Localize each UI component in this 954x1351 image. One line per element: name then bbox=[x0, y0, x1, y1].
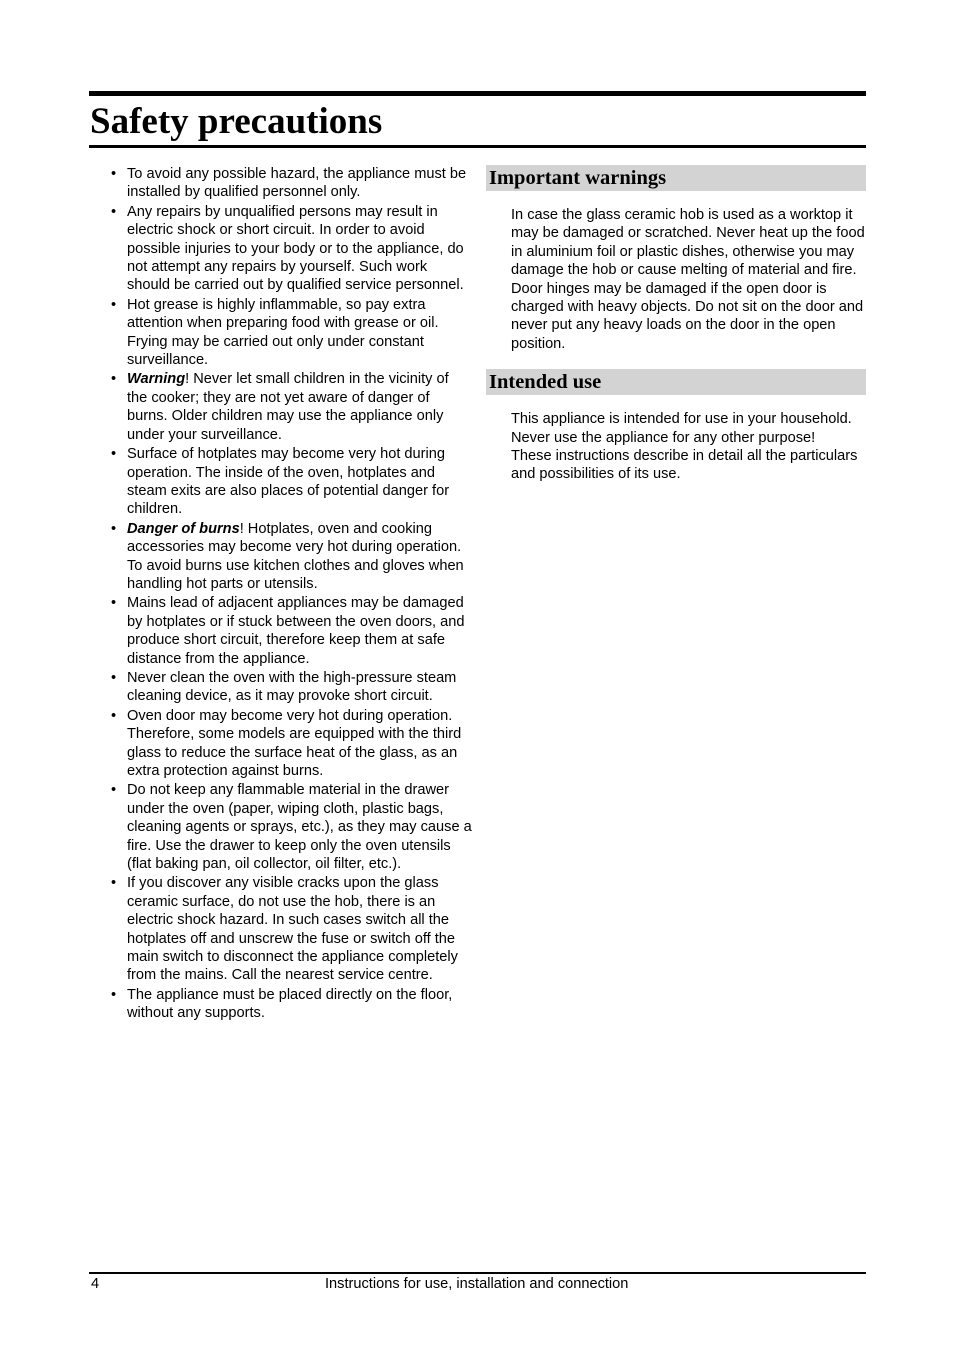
safety-bullets-column bbox=[110, 165, 472, 1024]
paragraph: This appliance is intended for use in your household. Never use the appliance for any other purpose! bbox=[511, 411, 852, 446]
bullet-item bbox=[110, 370, 472, 444]
safety-bullet-list bbox=[110, 165, 472, 1023]
paragraph: Door hinges may be damaged if the open door is charged with heavy objects. Do not sit on the door and never put any heavy loads on the door in the open position. bbox=[511, 280, 864, 352]
page-title: Safety precautions bbox=[90, 101, 383, 142]
bullet-text: If you discover any visible cracks upon the glass ceramic surface, do not use the hob, there is an electric shock hazard. In such cases switch all the hotplates off and unscrew the fuse or switch off the main switch to disconnect the appliance completely from the mains. Call the nearest service centre. bbox=[127, 875, 458, 984]
bullet-dot-icon: • bbox=[111, 296, 117, 313]
bullet-text: The appliance must be placed directly on the floor, without any supports. bbox=[127, 986, 453, 1022]
bullet-dot-icon: • bbox=[111, 520, 117, 537]
bullet-text: Surface of hotplates may become very hot during operation. The inside of the oven, hotplates and steam exits are also places of potential danger for children. bbox=[127, 446, 450, 518]
bullet-text: Oven door may become very hot during operation. Therefore, some models are equipped with the third glass to reduce the surface heat of the glass, as an extra protection against burns. bbox=[127, 707, 462, 779]
bullet-item bbox=[110, 520, 472, 594]
paragraph: These instructions describe in detail all the particulars and possibilities of its use. bbox=[511, 448, 858, 483]
bullet-item bbox=[110, 707, 472, 781]
bullet-dot-icon: • bbox=[111, 669, 117, 686]
bullet-dot-icon: • bbox=[111, 875, 117, 892]
bullet-dot-icon: • bbox=[111, 446, 117, 463]
bullet-emphasis: Warning bbox=[127, 371, 186, 388]
bullet-item bbox=[110, 986, 472, 1023]
bullet-text: Hot grease is highly inflammable, so pay extra attention when preparing food with grease or oil. Frying may be carried out only under constant surveillance. bbox=[127, 296, 439, 369]
footer-text: Instructions for use, installation and connection bbox=[325, 1276, 629, 1292]
bullet-item bbox=[110, 669, 472, 706]
bullet-item bbox=[110, 874, 472, 984]
bullet-text: ! Never let small children in the vicinity of the cooker; they are not yet aware of danger of burns. Older children may use the appliance only under your surveillance. bbox=[127, 371, 449, 443]
bullet-dot-icon: • bbox=[111, 595, 117, 612]
bullet-dot-icon: • bbox=[111, 371, 117, 388]
important-warnings-body bbox=[486, 206, 866, 353]
bullet-dot-icon: • bbox=[111, 203, 117, 220]
intended-use-body bbox=[486, 410, 866, 484]
intended-use-section bbox=[486, 369, 866, 484]
page-number: 4 bbox=[91, 1276, 100, 1292]
bullet-text: Never clean the oven with the high-pressure steam cleaning device, as it may provoke short circuit. bbox=[127, 669, 457, 705]
bullet-text: Mains lead of adjacent appliances may be damaged by hotplates or if stuck between the oven doors, and produce short circuit, therefore keep them at safe distance from the appliance. bbox=[127, 595, 465, 667]
bullet-item bbox=[110, 203, 472, 295]
bullet-item bbox=[110, 594, 472, 668]
bullet-dot-icon: • bbox=[111, 782, 117, 799]
footer-rule bbox=[89, 1272, 866, 1274]
title-underline-rule bbox=[89, 145, 866, 148]
bullet-item bbox=[110, 296, 472, 370]
header-top-rule bbox=[89, 91, 866, 96]
bullet-dot-icon: • bbox=[111, 986, 117, 1003]
bullet-dot-icon: • bbox=[111, 707, 117, 724]
important-warnings-heading: Important warnings bbox=[486, 165, 866, 191]
important-warnings-section bbox=[486, 165, 866, 353]
bullet-text: Any repairs by unqualified persons may result in electric shock or short circuit. In order to avoid possible injuries to your body or to the appliance, do not attempt any repairs by yourself. Such work should be carried out by qualified service personnel. bbox=[127, 203, 464, 294]
warnings-column bbox=[486, 165, 866, 484]
bullet-text: ! Hotplates, oven and cooking accessories may become very hot during operation. To avoid burns use kitchen clothes and gloves when handling hot parts or utensils. bbox=[127, 520, 464, 592]
bullet-text: To avoid any possible hazard, the appliance must be installed by qualified personnel only. bbox=[127, 166, 467, 201]
bullet-text: Do not keep any flammable material in the drawer under the oven (paper, wiping cloth, plastic bags, cleaning agents or sprays, etc.), as they may cause a fire. Use the drawer to keep only the oven utensils (flat baking pan, oil collector, oil filter, etc.). bbox=[127, 782, 472, 873]
intended-use-heading: Intended use bbox=[486, 369, 866, 395]
paragraph: In case the glass ceramic hob is used as a worktop it may be damaged or scratched. Never heat up the food in aluminium foil or plastic dishes, otherwise you may damage the hob or cause melting of material and fire. bbox=[511, 207, 865, 279]
bullet-dot-icon: • bbox=[111, 166, 117, 182]
bullet-item bbox=[110, 165, 472, 202]
bullet-item bbox=[110, 781, 472, 873]
bullet-item bbox=[110, 445, 472, 519]
bullet-emphasis: Danger of burns bbox=[127, 520, 240, 537]
